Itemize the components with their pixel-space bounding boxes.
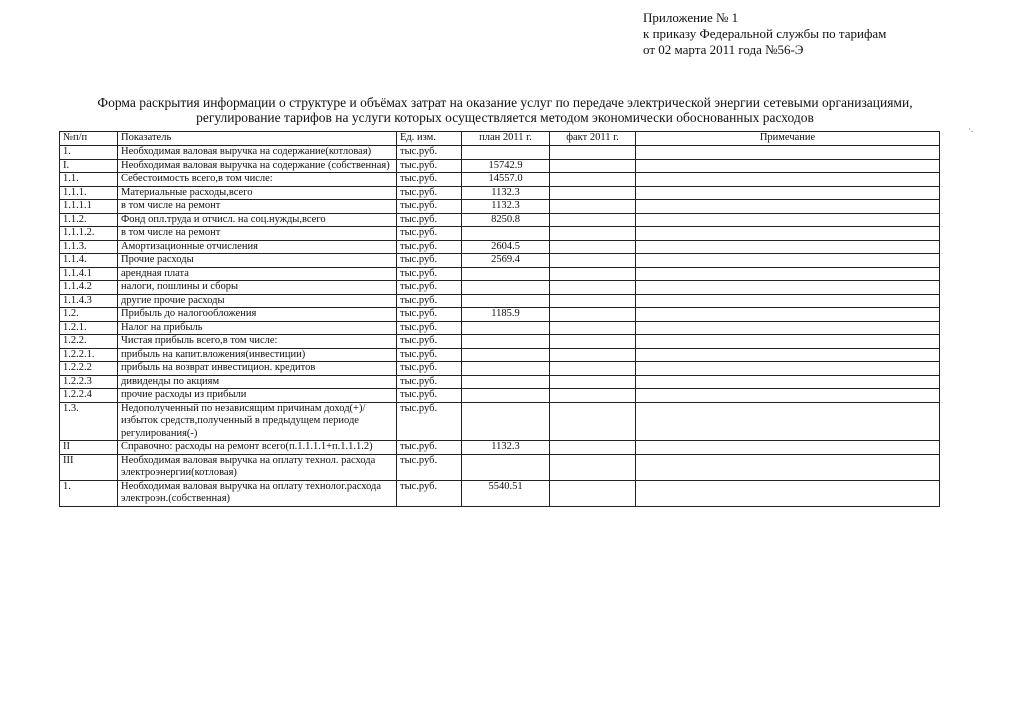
cell-unit: тыс.руб. bbox=[397, 159, 462, 173]
table-row bbox=[60, 308, 940, 322]
cell-note bbox=[636, 173, 940, 187]
cell-note bbox=[636, 200, 940, 214]
cell-note bbox=[636, 186, 940, 200]
cell-fact bbox=[550, 389, 636, 403]
cell-fact bbox=[550, 227, 636, 241]
cell-indicator: налоги, пошлины и сборы bbox=[118, 281, 397, 295]
cell-indicator: Прочие расходы bbox=[118, 254, 397, 268]
cell-fact bbox=[550, 213, 636, 227]
cell-plan: 14557.0 bbox=[462, 173, 550, 187]
cell-num: 1.1.4. bbox=[60, 254, 118, 268]
scan-speck: ·. bbox=[968, 124, 974, 134]
cell-num: 1.2.2.2 bbox=[60, 362, 118, 376]
cell-unit: тыс.руб. bbox=[397, 254, 462, 268]
col-header-indicator: Показатель bbox=[118, 132, 397, 146]
cell-indicator: Чистая прибыль всего,в том числе: bbox=[118, 335, 397, 349]
cell-note bbox=[636, 335, 940, 349]
cell-fact bbox=[550, 200, 636, 214]
table-row bbox=[60, 186, 940, 200]
cell-plan: 5540.51 bbox=[462, 480, 550, 506]
cell-unit: тыс.руб. bbox=[397, 375, 462, 389]
cell-num: 1.1.1. bbox=[60, 186, 118, 200]
cell-num: 1.1. bbox=[60, 173, 118, 187]
cell-fact bbox=[550, 254, 636, 268]
table-row bbox=[60, 480, 940, 506]
table-row bbox=[60, 254, 940, 268]
cell-fact bbox=[550, 375, 636, 389]
table-row bbox=[60, 146, 940, 160]
cell-plan: 15742.9 bbox=[462, 159, 550, 173]
cell-num: 1.1.2. bbox=[60, 213, 118, 227]
cell-num: I. bbox=[60, 159, 118, 173]
col-header-unit: Ед. изм. bbox=[397, 132, 462, 146]
cell-num: 1.1.4.2 bbox=[60, 281, 118, 295]
cell-plan bbox=[462, 267, 550, 281]
cell-plan: 1132.3 bbox=[462, 186, 550, 200]
cell-indicator: Материальные расходы,всего bbox=[118, 186, 397, 200]
cell-unit: тыс.руб. bbox=[397, 389, 462, 403]
table-row bbox=[60, 454, 940, 480]
cell-num: 1.2.2. bbox=[60, 335, 118, 349]
cell-indicator: дивиденды по акциям bbox=[118, 375, 397, 389]
cell-indicator: Себестоимость всего,в том числе: bbox=[118, 173, 397, 187]
cell-num: 1.1.1.1 bbox=[60, 200, 118, 214]
col-header-fact: факт 2011 г. bbox=[550, 132, 636, 146]
cell-fact bbox=[550, 480, 636, 506]
cell-num: 1.2.2.3 bbox=[60, 375, 118, 389]
cell-note bbox=[636, 375, 940, 389]
cell-note bbox=[636, 308, 940, 322]
cell-plan: 1185.9 bbox=[462, 308, 550, 322]
cell-num: 1. bbox=[60, 146, 118, 160]
cell-indicator: Справочно: расходы на ремонт всего(п.1.1.1.1+п.1.1.1.2) bbox=[118, 441, 397, 455]
cell-num: 1.1.4.3 bbox=[60, 294, 118, 308]
cell-indicator: прибыль на возврат инвестицион. кредитов bbox=[118, 362, 397, 376]
cell-unit: тыс.руб. bbox=[397, 200, 462, 214]
cell-indicator: Необходимая валовая выручка на оплату технол. расхода электроэнергии(котловая) bbox=[118, 454, 397, 480]
cell-plan bbox=[462, 454, 550, 480]
cell-plan: 2604.5 bbox=[462, 240, 550, 254]
cell-unit: тыс.руб. bbox=[397, 480, 462, 506]
cell-num: 1.2. bbox=[60, 308, 118, 322]
cell-fact bbox=[550, 454, 636, 480]
table-row bbox=[60, 389, 940, 403]
table-row bbox=[60, 335, 940, 349]
cell-note bbox=[636, 213, 940, 227]
table-row bbox=[60, 159, 940, 173]
cell-note bbox=[636, 240, 940, 254]
cell-note bbox=[636, 254, 940, 268]
table-row bbox=[60, 362, 940, 376]
table-body bbox=[60, 146, 940, 507]
appendix-order-ref: к приказу Федеральной службы по тарифам bbox=[643, 26, 887, 41]
cost-structure-table bbox=[59, 131, 940, 507]
cell-plan bbox=[462, 146, 550, 160]
cell-unit: тыс.руб. bbox=[397, 441, 462, 455]
cell-plan bbox=[462, 402, 550, 441]
table-row bbox=[60, 294, 940, 308]
cell-plan: 8250.8 bbox=[462, 213, 550, 227]
cell-note bbox=[636, 402, 940, 441]
cell-plan bbox=[462, 375, 550, 389]
cell-note bbox=[636, 348, 940, 362]
cell-note bbox=[636, 294, 940, 308]
cell-plan: 1132.3 bbox=[462, 200, 550, 214]
cell-indicator: Необходимая валовая выручка на содержание (собственная) bbox=[118, 159, 397, 173]
cell-fact bbox=[550, 348, 636, 362]
cell-plan bbox=[462, 362, 550, 376]
cell-indicator: прибыль на капит.вложения(инвестиции) bbox=[118, 348, 397, 362]
cell-plan bbox=[462, 335, 550, 349]
cell-fact bbox=[550, 308, 636, 322]
cell-plan bbox=[462, 321, 550, 335]
cell-note bbox=[636, 389, 940, 403]
cell-note bbox=[636, 267, 940, 281]
cell-plan: 2569.4 bbox=[462, 254, 550, 268]
cell-fact bbox=[550, 267, 636, 281]
cell-num: 1.3. bbox=[60, 402, 118, 441]
cell-plan bbox=[462, 227, 550, 241]
table-row bbox=[60, 173, 940, 187]
cell-indicator: другие прочие расходы bbox=[118, 294, 397, 308]
cell-num: 1.2.1. bbox=[60, 321, 118, 335]
cell-num: 1.2.2.4 bbox=[60, 389, 118, 403]
cell-fact bbox=[550, 186, 636, 200]
cell-indicator: Амортизационные отчисления bbox=[118, 240, 397, 254]
cell-fact bbox=[550, 146, 636, 160]
cell-unit: тыс.руб. bbox=[397, 335, 462, 349]
cell-unit: тыс.руб. bbox=[397, 402, 462, 441]
cell-note bbox=[636, 146, 940, 160]
col-header-plan: план 2011 г. bbox=[462, 132, 550, 146]
cell-unit: тыс.руб. bbox=[397, 308, 462, 322]
cell-plan bbox=[462, 348, 550, 362]
col-header-note: Примечание bbox=[636, 132, 940, 146]
form-title-line-1: Форма раскрытия информации о структуре и объёмах затрат на оказание услуг по передаче электрической энергии сетевыми организациями, bbox=[97, 95, 913, 110]
cell-indicator: прочие расходы из прибыли bbox=[118, 389, 397, 403]
cell-note bbox=[636, 454, 940, 480]
appendix-number: Приложение № 1 bbox=[643, 10, 739, 25]
cell-unit: тыс.руб. bbox=[397, 348, 462, 362]
cell-note bbox=[636, 159, 940, 173]
table-row bbox=[60, 267, 940, 281]
cell-unit: тыс.руб. bbox=[397, 321, 462, 335]
cell-unit: тыс.руб. bbox=[397, 213, 462, 227]
cell-fact bbox=[550, 173, 636, 187]
form-title-line-2: регулирование тарифов на услуги которых осуществляется методом экономически обоснованных расходов bbox=[196, 110, 814, 125]
cell-note bbox=[636, 441, 940, 455]
cell-fact bbox=[550, 362, 636, 376]
table-row bbox=[60, 321, 940, 335]
table-row bbox=[60, 281, 940, 295]
cell-plan bbox=[462, 389, 550, 403]
cell-note bbox=[636, 281, 940, 295]
cell-indicator: арендная плата bbox=[118, 267, 397, 281]
cell-fact bbox=[550, 441, 636, 455]
cell-fact bbox=[550, 281, 636, 295]
cell-indicator: Недополученный по независящим причинам доход(+)/избыток средств,полученный в предыдущем периоде регулирования(-) bbox=[118, 402, 397, 441]
col-header-num: №п/п bbox=[60, 132, 118, 146]
cell-note bbox=[636, 480, 940, 506]
table-row bbox=[60, 441, 940, 455]
cell-unit: тыс.руб. bbox=[397, 186, 462, 200]
cell-num: III bbox=[60, 454, 118, 480]
cell-indicator: Налог на прибыль bbox=[118, 321, 397, 335]
table-row bbox=[60, 402, 940, 441]
cell-num: II bbox=[60, 441, 118, 455]
cell-indicator: Необходимая валовая выручка на оплату технолог.расхода электроэн.(собственная) bbox=[118, 480, 397, 506]
cell-unit: тыс.руб. bbox=[397, 454, 462, 480]
cell-indicator: Фонд опл.труда и отчисл. на соц.нужды,всего bbox=[118, 213, 397, 227]
cell-num: 1.1.4.1 bbox=[60, 267, 118, 281]
table-header-row bbox=[60, 132, 940, 146]
cell-note bbox=[636, 321, 940, 335]
cell-unit: тыс.руб. bbox=[397, 281, 462, 295]
cell-fact bbox=[550, 240, 636, 254]
form-title bbox=[40, 95, 970, 125]
cell-indicator: в том числе на ремонт bbox=[118, 200, 397, 214]
cell-unit: тыс.руб. bbox=[397, 227, 462, 241]
cell-unit: тыс.руб. bbox=[397, 240, 462, 254]
cell-plan bbox=[462, 281, 550, 295]
cell-num: 1.1.1.2. bbox=[60, 227, 118, 241]
table-row bbox=[60, 240, 940, 254]
appendix-order-date: от 02 марта 2011 года №56-Э bbox=[643, 42, 804, 57]
cell-unit: тыс.руб. bbox=[397, 146, 462, 160]
cell-indicator: в том числе на ремонт bbox=[118, 227, 397, 241]
cell-num: 1.2.2.1. bbox=[60, 348, 118, 362]
table-row bbox=[60, 348, 940, 362]
cell-fact bbox=[550, 335, 636, 349]
cell-plan: 1132.3 bbox=[462, 441, 550, 455]
cell-indicator: Необходимая валовая выручка на содержание(котловая) bbox=[118, 146, 397, 160]
appendix-header bbox=[643, 10, 886, 58]
cell-indicator: Прибыль до налогообложения bbox=[118, 308, 397, 322]
cell-num: 1.1.3. bbox=[60, 240, 118, 254]
cell-unit: тыс.руб. bbox=[397, 362, 462, 376]
table-row bbox=[60, 200, 940, 214]
table-row bbox=[60, 227, 940, 241]
cell-num: 1. bbox=[60, 480, 118, 506]
table-row bbox=[60, 213, 940, 227]
cell-unit: тыс.руб. bbox=[397, 294, 462, 308]
cell-note bbox=[636, 227, 940, 241]
cell-fact bbox=[550, 159, 636, 173]
cell-unit: тыс.руб. bbox=[397, 267, 462, 281]
cell-note bbox=[636, 362, 940, 376]
cell-fact bbox=[550, 321, 636, 335]
cell-plan bbox=[462, 294, 550, 308]
cell-unit: тыс.руб. bbox=[397, 173, 462, 187]
table-row bbox=[60, 375, 940, 389]
cell-fact bbox=[550, 294, 636, 308]
cell-fact bbox=[550, 402, 636, 441]
